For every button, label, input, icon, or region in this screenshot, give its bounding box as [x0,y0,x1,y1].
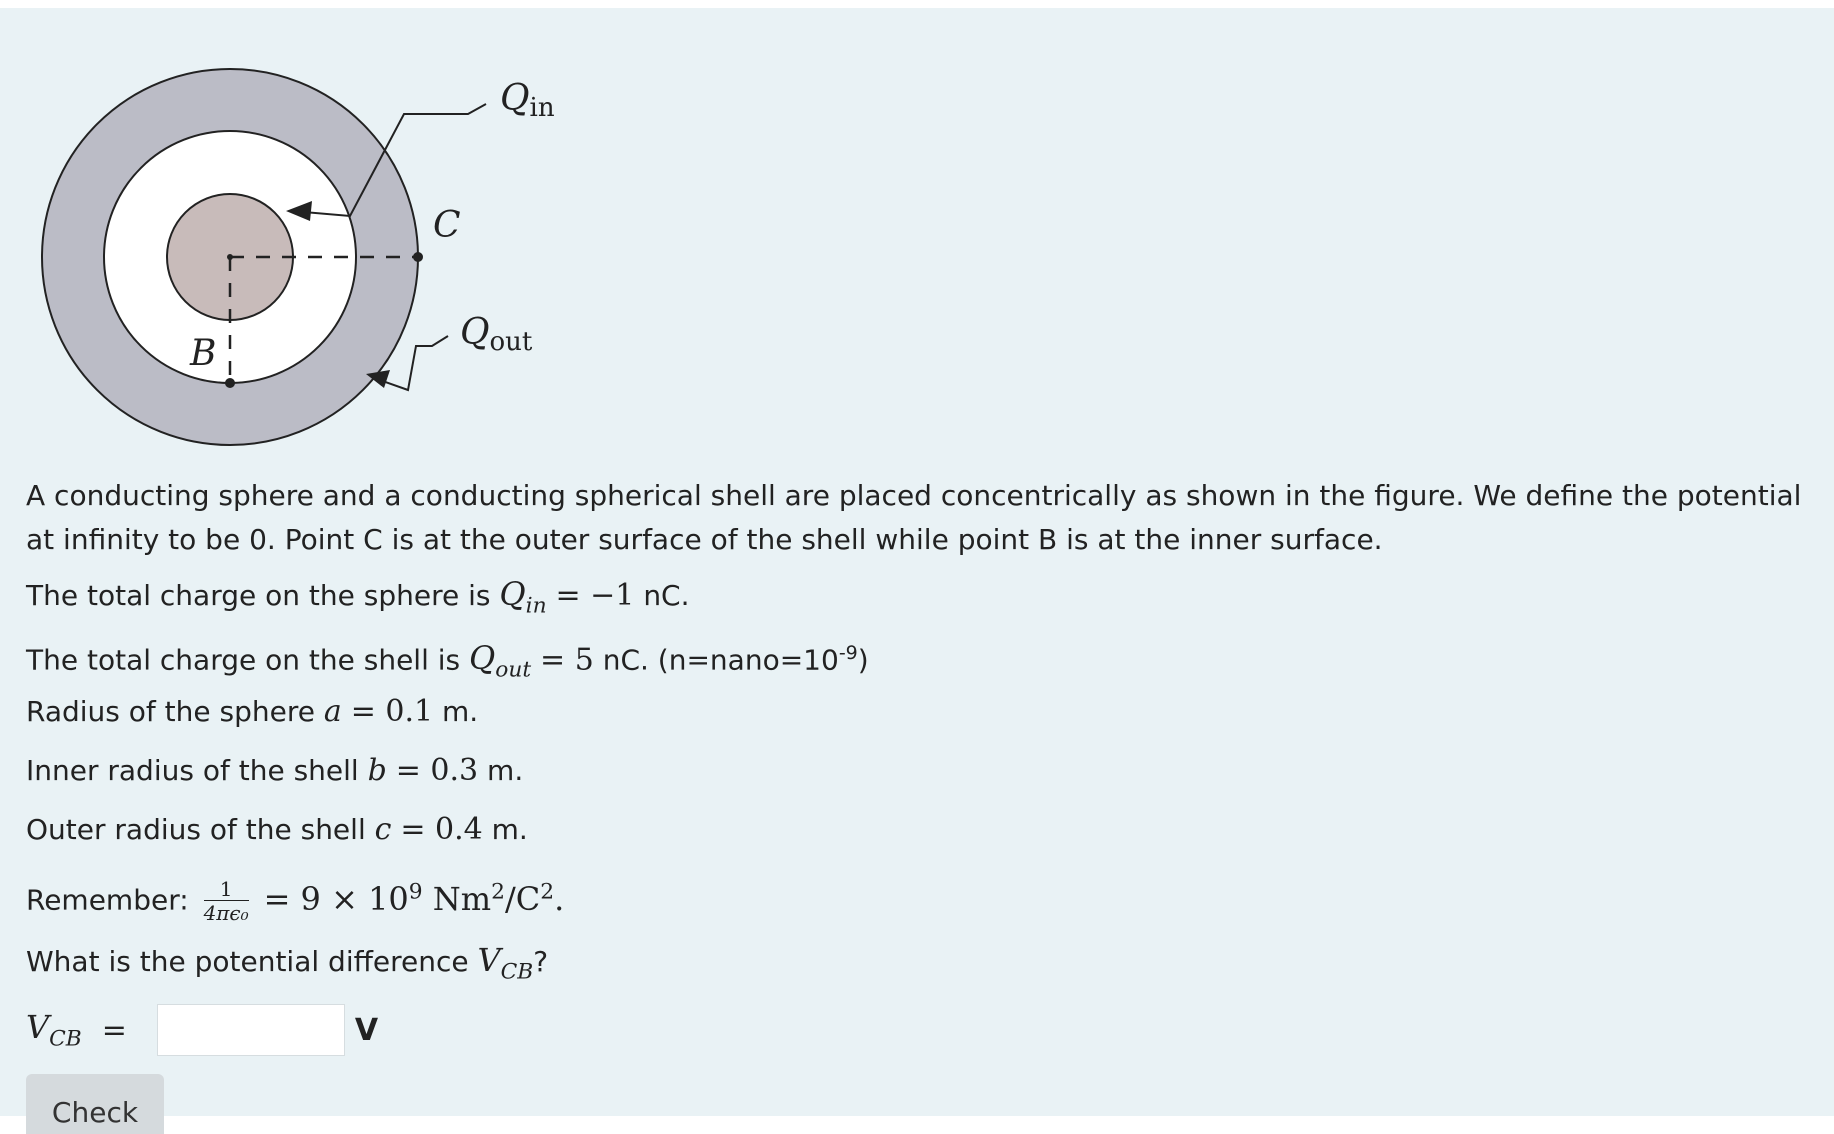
q-out-label: Qout [460,312,533,357]
center-point [227,254,233,260]
radius-b-line: Inner radius of the shell b = 0.3 m. [26,753,524,788]
answer-input[interactable] [157,1004,345,1056]
sphere-charge-line: The total charge on the sphere is $Q_{in} = -1$ nC. [26,575,690,619]
check-button[interactable]: Check [26,1074,164,1134]
coulomb-constant-fraction: $\frac{1}{\text{4πϵ₀}}$ [203,877,249,926]
shell-charge-line: The total charge on the shell is $Q_{out} = 5$ nC. $(n=nano=10^{-9})$ [26,639,869,683]
point-c [413,252,423,262]
radius-c-line: Outer radius of the shell c = 0.4 m. [26,812,528,847]
c-label: C [433,205,461,246]
question-panel [0,8,1834,1129]
question-line: What is the potential difference $V_{CB}$? [26,941,549,985]
remember-line: Remember: $\frac{1}{\text{4πϵ₀}}$ = $9 \times 10^9$ $Nm^2/C^2$. [26,877,565,926]
answer-unit: V [354,1012,379,1048]
answer-variable: $V_{CB}$ [26,1008,82,1052]
radius-a-line: Radius of the sphere a = 0.1 m. [26,694,479,729]
answer-equals: = [101,1012,127,1048]
b-label: B [190,333,217,374]
q-in-label: Qin [500,78,555,123]
answer-row [26,1002,378,1058]
problem-intro: A conducting sphere and a conducting spherical shell are placed concentrically as shown in the figure. We define the potential at infinity to be 0. Point C is at the outer surface of the shell while point B is at the inner surface. [26,479,1802,556]
concentric-spheres-figure [30,38,570,468]
point-b [225,378,235,388]
